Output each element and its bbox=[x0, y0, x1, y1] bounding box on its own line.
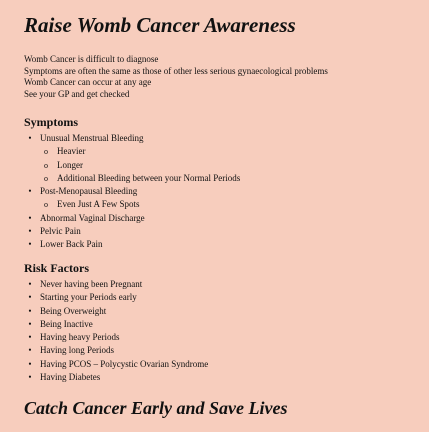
bullet-icon: • bbox=[28, 239, 32, 250]
list-item-text: Having heavy Periods bbox=[40, 332, 120, 343]
page-title: Raise Womb Cancer Awareness bbox=[24, 13, 296, 37]
list-item-text: Unusual Menstrual Bleeding bbox=[40, 133, 144, 143]
bullet-icon: • bbox=[28, 212, 32, 223]
intro-line: Symptoms are often the same as those of other less serious gynaecological problems bbox=[24, 65, 328, 76]
bullet-icon: • bbox=[28, 345, 32, 356]
bullet-icon: • bbox=[28, 318, 32, 329]
circle-bullet-icon: o bbox=[44, 147, 48, 157]
intro-line: See your GP and get checked bbox=[24, 88, 130, 99]
list-item-text: Starting your Periods early bbox=[40, 292, 137, 303]
bullet-icon: • bbox=[28, 358, 32, 369]
bullet-icon: • bbox=[28, 133, 32, 143]
circle-bullet-icon: o bbox=[44, 173, 48, 183]
circle-bullet-icon: o bbox=[44, 200, 48, 210]
list-item-text: Being Inactive bbox=[40, 318, 93, 329]
list-item-text: Never having been Pregnant bbox=[40, 279, 143, 289]
list-item-text: Longer bbox=[57, 159, 83, 170]
footer-slogan: Catch Cancer Early and Save Lives bbox=[24, 398, 288, 418]
bullet-icon: • bbox=[28, 186, 32, 197]
list-item-text: Even Just A Few Spots bbox=[57, 199, 140, 210]
list-item-text: Heavier bbox=[57, 146, 86, 157]
list-item-text: Abnormal Vaginal Discharge bbox=[40, 212, 145, 223]
bullet-icon: • bbox=[28, 305, 32, 316]
list-item-text: Having PCOS – Polycystic Ovarian Syndrome bbox=[40, 358, 209, 369]
list-item-text: Having Diabetes bbox=[40, 372, 101, 383]
bullet-icon: • bbox=[28, 372, 32, 383]
intro-line: Womb Cancer is difficult to diagnose bbox=[24, 54, 159, 64]
symptoms-heading: Symptoms bbox=[24, 115, 79, 129]
risk-factors-heading: Risk Factors bbox=[24, 261, 89, 275]
bullet-icon: • bbox=[28, 292, 32, 303]
list-item-text: Lower Back Pain bbox=[40, 239, 103, 250]
bullet-icon: • bbox=[28, 226, 32, 237]
circle-bullet-icon: o bbox=[44, 160, 48, 170]
list-item-text: Post-Menopausal Bleeding bbox=[40, 186, 138, 197]
list-item-text: Being Overweight bbox=[40, 305, 107, 316]
bullet-icon: • bbox=[28, 332, 32, 343]
list-item-text: Having long Periods bbox=[40, 345, 114, 356]
list-item-text: Additional Bleeding between your Normal Periods bbox=[57, 172, 241, 183]
list-item-text: Pelvic Pain bbox=[40, 226, 81, 237]
intro-text bbox=[24, 54, 328, 100]
intro-line: Womb Cancer can occur at any age bbox=[24, 77, 152, 87]
bullet-icon: • bbox=[28, 279, 32, 289]
